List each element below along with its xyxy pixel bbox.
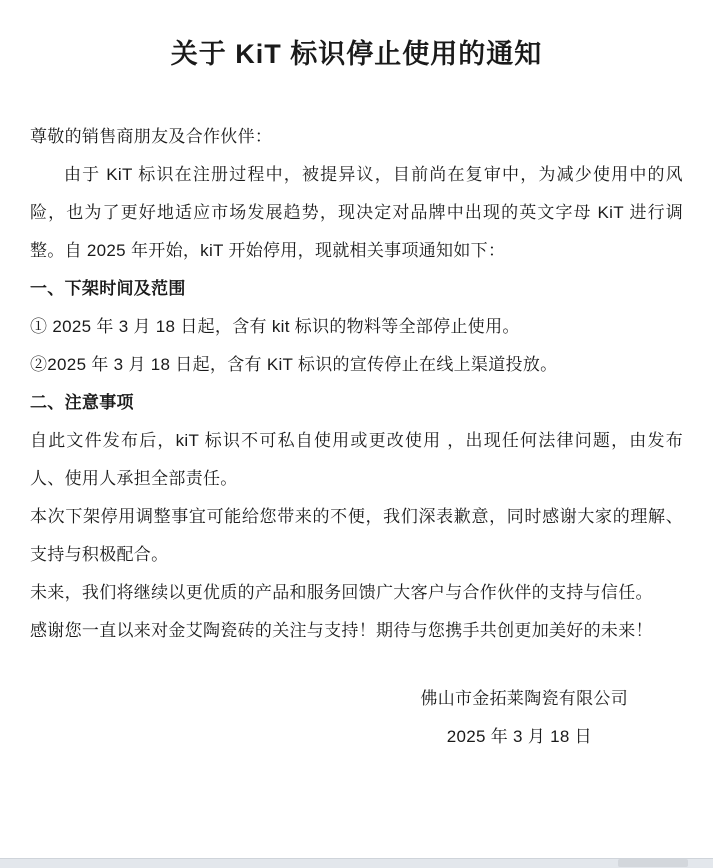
section1-item-1: ① 2025 年 3 月 18 日起，含有 kit 标识的物料等全部停止使用。 [30, 317, 520, 336]
taskbar-smudge [618, 859, 688, 867]
section1-heading: 一、下架时间及范围 [30, 279, 186, 298]
intro-paragraph: 由于 KiT 标识在注册过程中，被提异议，目前尚在复审中，为减少使用中的风险，也为了更好地适应市场发展趋势，现决定对品牌中出现的英文字母 KiT 进行调整。自 2025 年开始，kiT 开始停用，现就相关事项通知如下： [30, 165, 683, 260]
section2-paragraph-2: 本次下架停用调整事宜可能给您带来的不便，我们深表歉意，同时感谢大家的理解、支持与积极配合。 [30, 507, 683, 564]
signature-date: 2025 年 3 月 18 日 [446, 727, 592, 746]
section2-paragraph-4: 感谢您一直以来对金艾陶瓷砖的关注与支持！期待与您携手共创更加美好的未来！ [30, 621, 653, 640]
taskbar-edge [0, 858, 713, 868]
section1-item-2: ②2025 年 3 月 18 日起，含有 KiT 标识的宣传停止在线上渠道投放。 [30, 355, 558, 374]
signature-block [30, 680, 683, 756]
document-title: 关于 KiT 标识停止使用的通知 [170, 39, 543, 69]
salutation: 尊敬的销售商朋友及合作伙伴： [30, 127, 273, 146]
section2-paragraph-3: 未来，我们将继续以更优质的产品和服务回馈广大客户与合作伙伴的支持与信任。 [30, 583, 653, 602]
signature-company: 佛山市金拓莱陶瓷有限公司 [420, 689, 628, 708]
section2-heading: 二、注意事项 [30, 393, 134, 412]
section2-paragraph-1: 自此文件发布后，kiT 标识不可私自使用或更改使用 ，出现任何法律问题，由发布人、使用人承担全部责任。 [30, 431, 683, 488]
